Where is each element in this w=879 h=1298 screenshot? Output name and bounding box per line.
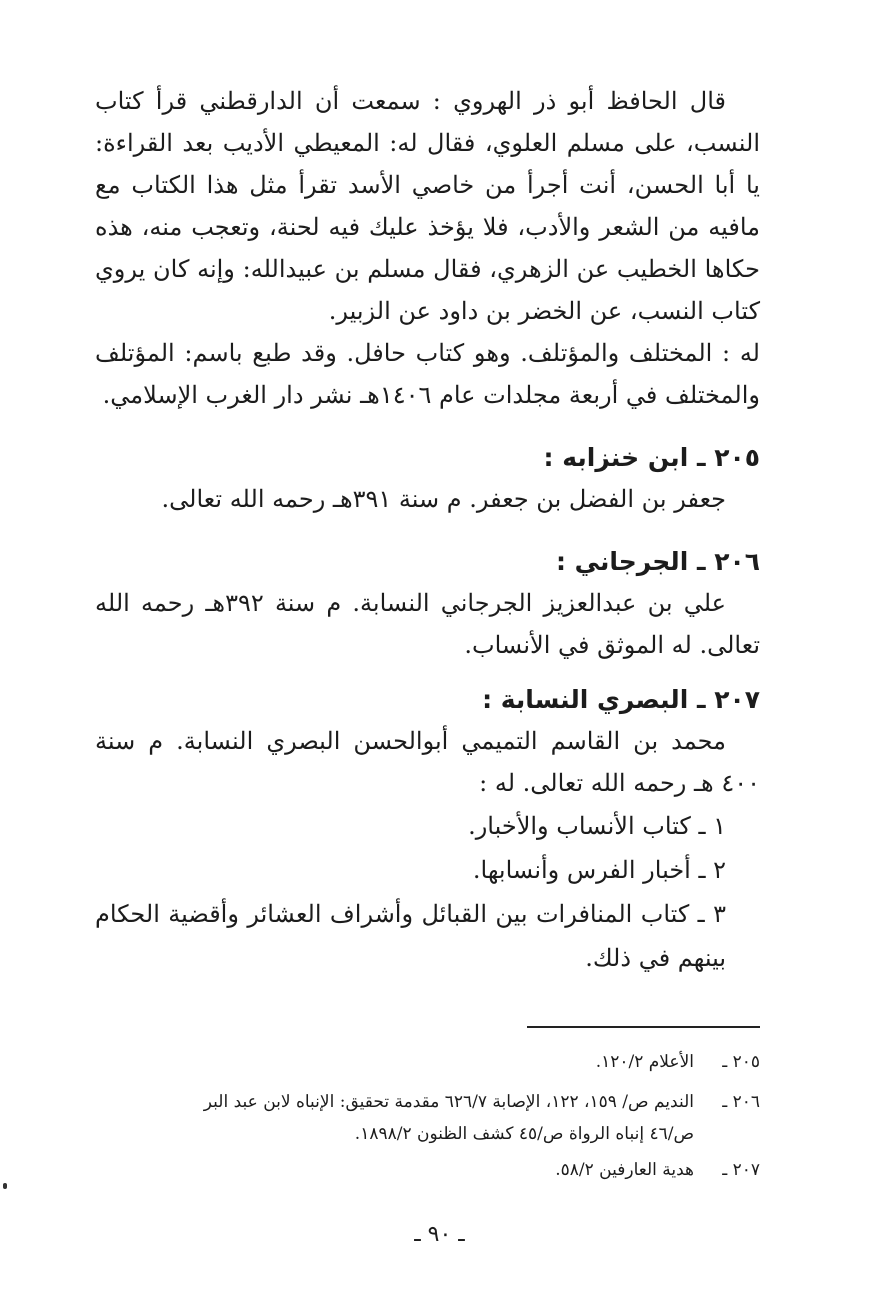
footnote-205 [95, 1046, 760, 1078]
footnote-continuation: ص/٤٦ إنباه الرواة ص/٤٥ كشف الظنون ١٨٩٨/٢. [354, 1124, 694, 1144]
footnote-text: الأعلام ١٢٠/٢. [595, 1052, 694, 1072]
footnote-number: ٢٠٦ ـ [722, 1092, 760, 1112]
entry-body-206: علي بن عبدالعزيز الجرجاني النسابة. م سنة ٣٩٢هـ رحمه الله تعالى. له الموثق في الأنساب. [95, 589, 760, 659]
entry-heading-207: ٢٠٧ ـ البصري النسابة : [482, 685, 760, 714]
entry-heading-206: ٢٠٦ ـ الجرجاني : [555, 547, 760, 576]
entry-heading-205: ٢٠٥ ـ ابن خنزابه : [543, 443, 760, 472]
list-item: ٣ ـ كتاب المنافرات بين القبائل وأشراف العشائر وأقضية الحكام بينهم في ذلك. [95, 900, 726, 972]
footnote-206 [95, 1086, 760, 1150]
page-number: ـ ٩٠ ـ [414, 1222, 465, 1247]
intro-works: له : المختلف والمؤتلف. وهو كتاب حافل. وقد طبع باسم: المؤتلف والمختلف في أربعة مجلدات عام ١٤٠٦هـ نشر دار الغرب الإسلامي. [95, 339, 760, 409]
list-item: ١ ـ كتاب الأنساب والأخبار. [468, 812, 726, 840]
page-body [95, 80, 760, 980]
footnote-text: هدية العارفين ٥٨/٢. [555, 1160, 694, 1180]
footnote-number: ٢٠٧ ـ [722, 1160, 760, 1180]
footnote-text: النديم ص/ ١٥٩، ١٢٢، الإصابة ٦٢٦/٧ مقدمة تحقيق: الإنباه لابن عبد البر [203, 1092, 694, 1112]
entry-body-205: جعفر بن الفضل بن جعفر. م سنة ٣٩١هـ رحمه الله تعالى. [161, 485, 726, 513]
intro-paragraph: قال الحافظ أبو ذر الهروي : سمعت أن الدارقطني قرأ كتاب النسب، على مسلم العلوي، فقال له: المعيطي الأديب بعد القراءة: يا أبا الحسن، أنت أجرأ من خاصي الأسد تقرأ مثل هذا الكتاب مع مافيه من الشعر والأدب، فلا يؤخذ عليك فيه لحنة، وتعجب منه، هذه حكاها الخطيب عن الزهري، فقال مسلم بن عبيدالله: وإنه كان يروي كتاب النسب، عن الخضر بن داود عن الزبير. [95, 87, 760, 325]
footnote-207 [95, 1154, 760, 1186]
footnote-divider [527, 1026, 760, 1028]
list-item: ٢ ـ أخبار الفرس وأنسابها. [472, 856, 726, 884]
entry-body-207: محمد بن القاسم التميمي أبوالحسن البصري النسابة. م سنة ٤٠٠ هـ رحمه الله تعالى. له : [95, 727, 760, 797]
footnote-number: ٢٠٥ ـ [722, 1052, 760, 1072]
scan-speck [3, 1183, 7, 1189]
